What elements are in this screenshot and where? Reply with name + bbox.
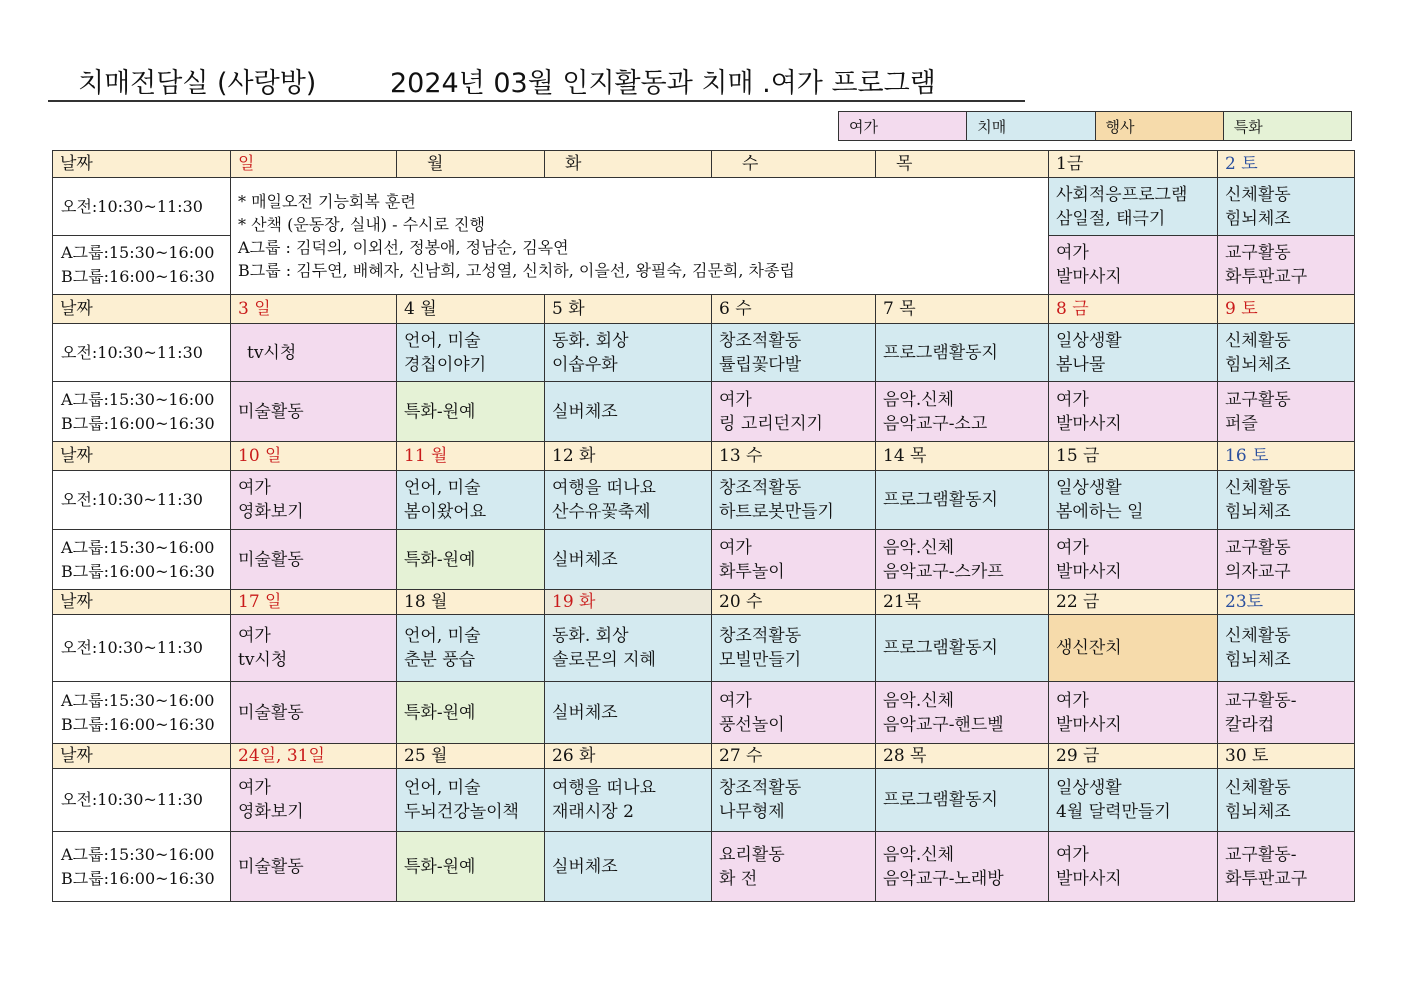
activity-cell-sun-am: 여가 tv시청	[231, 615, 397, 682]
activity-cell-sun-pm: 미술활동	[231, 682, 397, 744]
activity-cell-sat-pm: 교구활동 퍼즐	[1218, 382, 1355, 442]
time-afternoon-groups: A그룹:15:30~16:00 B그룹:16:00~16:30	[53, 382, 231, 442]
activity-cell-fri-am: 일상생활 봄에하는 일	[1049, 471, 1218, 530]
date-cell-fri: 8 금	[1049, 295, 1218, 324]
activity-cell-sat-am: 신체활동 힘뇌체조	[1218, 615, 1355, 682]
legend-special: 특화	[1223, 112, 1351, 141]
activity-cell-wed-pm: 여가 링 고리던지기	[712, 382, 876, 442]
activity-cell-sun-pm: 미술활동	[231, 832, 397, 902]
day-header-tue: 화	[545, 151, 712, 178]
time-morning: 오전:10:30~11:30	[53, 178, 231, 236]
time-morning: 오전:10:30~11:30	[53, 769, 231, 832]
activity-cell-mon-am: 언어, 미술 두뇌건강놀이책	[397, 769, 545, 832]
activity-cell-thu-pm: 음악.신체 음악교구-소고	[876, 382, 1049, 442]
time-afternoon-groups: A그룹:15:30~16:00 B그룹:16:00~16:30	[53, 530, 231, 590]
activity-cell-fri-am: 일상생활 4월 달력만들기	[1049, 769, 1218, 832]
activity-cell-tue-am: 여행을 떠나요 재래시장 2	[545, 769, 712, 832]
date-row-label: 날짜	[53, 295, 231, 324]
activity-cell-sat-am: 신체활동 힘뇌체조	[1218, 178, 1355, 236]
date-cell-tue: 26 화	[545, 744, 712, 769]
activity-cell-wed-am: 창조적활동 나무형제	[712, 769, 876, 832]
date-cell-wed: 13 수	[712, 442, 876, 471]
activity-cell-sun-pm: 미술활동	[231, 530, 397, 590]
activity-cell-sat-pm: 교구활동 의자교구	[1218, 530, 1355, 590]
activity-cell-mon-am: 언어, 미술 경칩이야기	[397, 324, 545, 382]
activity-cell-wed-am: 창조적활동 하트로봇만들기	[712, 471, 876, 530]
day-header-fri: 1금	[1049, 151, 1218, 178]
date-row-label: 날짜	[53, 590, 231, 615]
date-cell-wed: 6 수	[712, 295, 876, 324]
title-program: 2024년 03월 인지활동과 치매 .여가 프로그램	[390, 68, 936, 99]
activity-cell-tue-pm: 실버체조	[545, 682, 712, 744]
activity-cell-fri-am: 사회적응프로그램 삼일절, 태극기	[1049, 178, 1218, 236]
activity-cell-mon-pm: 특화-원예	[397, 530, 545, 590]
time-afternoon-groups: A그룹:15:30~16:00 B그룹:16:00~16:30	[53, 832, 231, 902]
note-line: A그룹 : 김덕의, 이외선, 정봉애, 정남순, 김옥연	[238, 238, 569, 257]
date-cell-wed: 20 수	[712, 590, 876, 615]
note-line: * 산책 (운동장, 실내) - 수시로 진행	[238, 215, 485, 234]
activity-cell-fri-pm: 여가 발마사지	[1049, 382, 1218, 442]
day-header-thu: 목	[876, 151, 1049, 178]
activity-cell-sat-am: 신체활동 힘뇌체조	[1218, 769, 1355, 832]
date-cell-sat: 9 토	[1218, 295, 1355, 324]
date-cell-mon: 18 월	[397, 590, 545, 615]
date-cell-sat: 16 토	[1218, 442, 1355, 471]
activity-cell-sat-pm: 교구활동- 화투판교구	[1218, 832, 1355, 902]
date-header-label: 날짜	[53, 151, 231, 178]
activity-cell-sat-am: 신체활동 힘뇌체조	[1218, 471, 1355, 530]
activity-cell-tue-am: 동화. 회상 솔로몬의 지혜	[545, 615, 712, 682]
activity-cell-thu-am: 프로그램활동지	[876, 324, 1049, 382]
date-cell-thu: 14 목	[876, 442, 1049, 471]
activity-cell-wed-pm: 여가 풍선놀이	[712, 682, 876, 744]
time-afternoon-groups: A그룹:15:30~16:00 B그룹:16:00~16:30	[53, 682, 231, 744]
activity-cell-thu-pm: 음악.신체 음악교구-스카프	[876, 530, 1049, 590]
activity-cell-mon-pm: 특화-원예	[397, 832, 545, 902]
day-header-mon: 월	[397, 151, 545, 178]
date-cell-sun: 3 일	[231, 295, 397, 324]
activity-cell-wed-am: 창조적활동 모빌만들기	[712, 615, 876, 682]
general-notes	[231, 178, 1049, 295]
activity-cell-wed-am: 창조적활동 튤립꽃다발	[712, 324, 876, 382]
date-cell-tue: 5 화	[545, 295, 712, 324]
activity-cell-sat-pm: 교구활동- 칼라컵	[1218, 682, 1355, 744]
day-header-wed: 수	[712, 151, 876, 178]
time-morning: 오전:10:30~11:30	[53, 471, 231, 530]
activity-cell-tue-am: 동화. 회상 이솝우화	[545, 324, 712, 382]
date-cell-thu: 21목	[876, 590, 1049, 615]
date-cell-wed: 27 수	[712, 744, 876, 769]
activity-cell-wed-pm: 여가 화투놀이	[712, 530, 876, 590]
date-cell-thu: 28 목	[876, 744, 1049, 769]
activity-cell-thu-pm: 음악.신체 음악교구-핸드벨	[876, 682, 1049, 744]
activity-cell-fri-pm: 여가 발마사지	[1049, 832, 1218, 902]
date-cell-thu: 7 목	[876, 295, 1049, 324]
date-cell-sun: 17 일	[231, 590, 397, 615]
page-title	[48, 66, 1025, 102]
activity-cell-tue-am: 여행을 떠나요 산수유꽃축제	[545, 471, 712, 530]
date-cell-mon: 25 월	[397, 744, 545, 769]
activity-cell-thu-am: 프로그램활동지	[876, 471, 1049, 530]
date-cell-sat: 30 토	[1218, 744, 1355, 769]
date-cell-fri: 22 금	[1049, 590, 1218, 615]
activity-cell-wed-pm: 요리활동 화 전	[712, 832, 876, 902]
time-morning: 오전:10:30~11:30	[53, 615, 231, 682]
date-cell-tue: 19 화	[545, 590, 712, 615]
schedule-table	[52, 150, 1355, 902]
legend-event: 행사	[1095, 112, 1223, 141]
date-cell-sat: 23토	[1218, 590, 1355, 615]
activity-cell-sun-pm: 미술활동	[231, 382, 397, 442]
date-cell-mon: 11 월	[397, 442, 545, 471]
date-cell-fri: 29 금	[1049, 744, 1218, 769]
activity-cell-mon-pm: 특화-원예	[397, 382, 545, 442]
activity-cell-tue-pm: 실버체조	[545, 382, 712, 442]
time-morning: 오전:10:30~11:30	[53, 324, 231, 382]
activity-cell-mon-am: 언어, 미술 춘분 풍습	[397, 615, 545, 682]
activity-cell-mon-pm: 특화-원예	[397, 682, 545, 744]
date-cell-fri: 15 금	[1049, 442, 1218, 471]
date-cell-tue: 12 화	[545, 442, 712, 471]
activity-cell-fri-pm: 여가 발마사지	[1049, 530, 1218, 590]
date-cell-sun: 10 일	[231, 442, 397, 471]
note-line: * 매일오전 기능회복 훈련	[238, 192, 416, 211]
legend-leisure: 여가	[839, 112, 967, 141]
activity-cell-sat-pm: 교구활동 화투판교구	[1218, 236, 1355, 295]
date-cell-mon: 4 월	[397, 295, 545, 324]
activity-cell-fri-pm: 여가 발마사지	[1049, 682, 1218, 744]
activity-cell-sat-am: 신체활동 힘뇌체조	[1218, 324, 1355, 382]
activity-cell-tue-pm: 실버체조	[545, 832, 712, 902]
activity-cell-sun-am: 여가 영화보기	[231, 471, 397, 530]
activity-cell-fri-am: 일상생활 봄나물	[1049, 324, 1218, 382]
time-afternoon-groups: A그룹:15:30~16:00 B그룹:16:00~16:30	[53, 236, 231, 295]
date-cell-sun: 24일, 31일	[231, 744, 397, 769]
color-legend	[838, 111, 1352, 141]
day-header-sun: 일	[231, 151, 397, 178]
date-row-label: 날짜	[53, 442, 231, 471]
activity-cell-thu-am: 프로그램활동지	[876, 615, 1049, 682]
activity-cell-sun-am: 여가 영화보기	[231, 769, 397, 832]
activity-cell-thu-am: 프로그램활동지	[876, 769, 1049, 832]
activity-cell-tue-pm: 실버체조	[545, 530, 712, 590]
legend-dementia: 치매	[967, 112, 1095, 141]
activity-cell-thu-pm: 음악.신체 음악교구-노래방	[876, 832, 1049, 902]
day-header-sat: 2 토	[1218, 151, 1355, 178]
activity-cell-fri-am: 생신잔치	[1049, 615, 1218, 682]
activity-cell-mon-am: 언어, 미술 봄이왔어요	[397, 471, 545, 530]
activity-cell-fri-pm: 여가 발마사지	[1049, 236, 1218, 295]
activity-cell-sun-am: tv시청	[231, 324, 397, 382]
date-row-label: 날짜	[53, 744, 231, 769]
title-room: 치매전담실 (사랑방)	[78, 68, 317, 99]
note-line: B그룹 : 김두연, 배혜자, 신남희, 고성열, 신치하, 이을선, 왕필숙, 김문희, 차종립	[238, 261, 795, 280]
